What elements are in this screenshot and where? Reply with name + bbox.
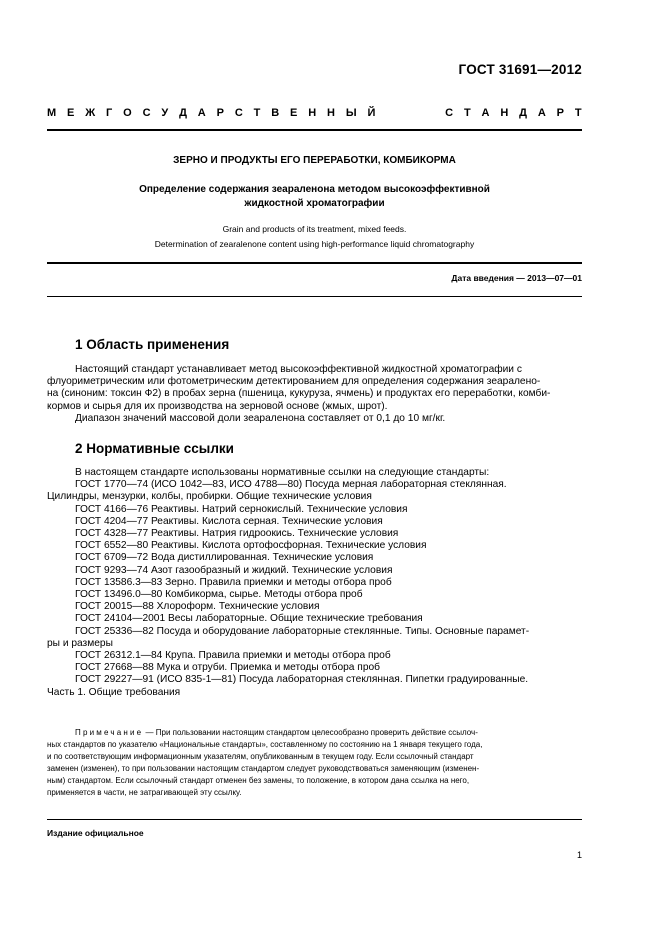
reference-item: ГОСТ 24104—2001 Весы лабораторные. Общие технические требования (75, 613, 423, 625)
standard-number: ГОСТ 31691—2012 (458, 62, 582, 77)
banner-letter: Г (106, 107, 113, 119)
banner-letter: Д (179, 107, 187, 119)
reference-item: ГОСТ 4204—77 Реактивы. Кислота серная. Технические условия (75, 515, 383, 527)
reference-item: ГОСТ 1770—74 (ИСО 1042—83, ИСО 4788—80) Посуда мерная лабораторная стеклянная. (75, 479, 507, 491)
banner-letter: Е (67, 107, 75, 119)
english-title-line-2: Determination of zearalenone content using high-performance liquid chromatography (154, 238, 475, 249)
banner-letter: У (161, 107, 169, 119)
note-lead: Примечание (75, 728, 144, 737)
section-2-heading: 2 Нормативные ссылки (75, 441, 234, 456)
introduction-date: Дата введения — 2013—07—01 (451, 273, 582, 283)
english-title (47, 222, 582, 251)
banner-letter: Н (308, 107, 317, 119)
reference-item: ГОСТ 6709—72 Вода дистиллированная. Технические условия (75, 552, 374, 564)
subtitle-line-1: Определение содержания зеараленона методом высокоэффективной (139, 184, 490, 195)
document-subtitle (47, 183, 582, 211)
reference-item: ГОСТ 6552—80 Реактивы. Кислота ортофосфорная. Технические условия (75, 540, 427, 552)
note-line: ным) стандартом. Если ссылочный стандарт отменен без замены, то положение, в котором дана ссылка на него, (47, 776, 470, 785)
banner-letter: Н (327, 107, 335, 119)
banner-letter: Ы (345, 107, 357, 119)
section-1-body (47, 364, 582, 425)
reference-item: ГОСТ 13496.0—80 Комбикорма, сырье. Методы отбора проб (75, 589, 363, 601)
banner-letter: Ж (85, 107, 96, 119)
banner-letter: Н (500, 107, 509, 119)
note-line: заменен (изменен), то при пользовании настоящим стандартом следует руководствоваться заменяющим (изменен- (47, 764, 480, 773)
banner-word-gap (386, 107, 434, 119)
footer-rule (47, 819, 582, 820)
header-rule (47, 129, 582, 131)
reference-item: ГОСТ 25336—82 Посуда и оборудование лабораторные стеклянные. Типы. Основные парамет- (75, 625, 530, 637)
section-1-line: флуориметрическим или фотометрическим детектированием для определения содержания зеаралено- (47, 376, 541, 388)
standard-type-banner (47, 107, 582, 119)
banner-letter: Т (574, 107, 582, 119)
banner-letter: М (47, 107, 57, 119)
page-number: 1 (576, 850, 582, 860)
reference-item: ГОСТ 4166—76 Реактивы. Натрий сернокислый. Технические условия (75, 503, 408, 515)
document-title: ЗЕРНО И ПРОДУКТЫ ЕГО ПЕРЕРАБОТКИ, КОМБИКОРМА (173, 155, 456, 166)
banner-letter: Й (367, 107, 376, 119)
note (47, 727, 582, 799)
banner-letter: Р (216, 107, 224, 119)
banner-letter: С (234, 107, 243, 119)
note-line: ных стандартов по указателю «Национальные стандарты», составленному по состоянию на 1 января текущего года, (47, 740, 483, 749)
subtitle-line-2: жидкостной хроматографии (244, 198, 385, 209)
english-title-line-1: Grain and products of its treatment, mixed feeds. (222, 224, 407, 234)
reference-item: ГОСТ 26312.1—84 Крупа. Правила приемки и методы отбора проб (75, 650, 391, 662)
banner-letter: Т (463, 107, 471, 119)
reference-item-continuation: Часть 1. Общие требования (47, 686, 181, 698)
banner-letter: А (197, 107, 206, 119)
reference-item-continuation: Цилиндры, мензурки, колбы, пробирки. Общие технические условия (47, 491, 372, 503)
banner-letter: В (271, 107, 280, 119)
banner-letter: С (445, 107, 454, 119)
reference-item: ГОСТ 27668—88 Мука и отруби. Приемка и методы отбора проб (75, 662, 380, 674)
banner-letter: С (142, 107, 151, 119)
reference-item: ГОСТ 20015—88 Хлороформ. Технические условия (75, 601, 320, 613)
note-line: применяется в части, не затрагивающей эту ссылку. (47, 788, 242, 797)
section-1-line: на (синоним: токсин Ф2) в пробах зерна (пшеница, кукуруза, ячмень) и продуктах его переработки, комби- (47, 388, 551, 400)
reference-item: ГОСТ 13586.3—83 Зерно. Правила приемки и методы отбора проб (75, 576, 392, 588)
banner-letter: Е (290, 107, 298, 119)
section-1-line: Настоящий стандарт устанавливает метод высокоэффективной жидкостной хроматографии с (75, 364, 522, 375)
section-1-line: кормов и сырья для их производства на зерновой основе (жмых, шрот). (47, 400, 388, 412)
note-line: и по соответствующим информационным указателям, опубликованным в текущем году. Если ссылочный стандарт (47, 752, 474, 761)
references-intro: В настоящем стандарте использованы нормативные ссылки на следующие стандарты: (75, 467, 490, 478)
banner-letter: А (537, 107, 546, 119)
references-list (47, 467, 582, 699)
reference-item: ГОСТ 4328—77 Реактивы. Натрия гидроокись. Технические условия (75, 528, 399, 540)
banner-letter: А (481, 107, 490, 119)
date-rule (47, 296, 582, 297)
official-edition-label: Издание официальное (47, 828, 144, 838)
banner-letter: О (123, 107, 132, 119)
reference-item: ГОСТ 9293—74 Азот газообразный и жидкий. Технические условия (75, 564, 393, 576)
title-rule (47, 262, 582, 264)
banner-letter: Т (253, 107, 261, 119)
banner-letter: Р (556, 107, 565, 119)
banner-letter: Д (519, 107, 527, 119)
reference-item: ГОСТ 29227—91 (ИСО 835-1—81) Посуда лабораторная стеклянная. Пипетки градуированные. (75, 674, 529, 686)
section-1-heading: 1 Область применения (75, 337, 230, 352)
section-1-range: Диапазон значений массовой доли зеараленона составляет от 0,1 до 10 мг/кг. (75, 412, 446, 424)
note-line: — При пользовании настоящим стандартом целесообразно проверить действие ссылоч- (143, 728, 478, 737)
reference-item-continuation: ры и размеры (47, 637, 113, 649)
